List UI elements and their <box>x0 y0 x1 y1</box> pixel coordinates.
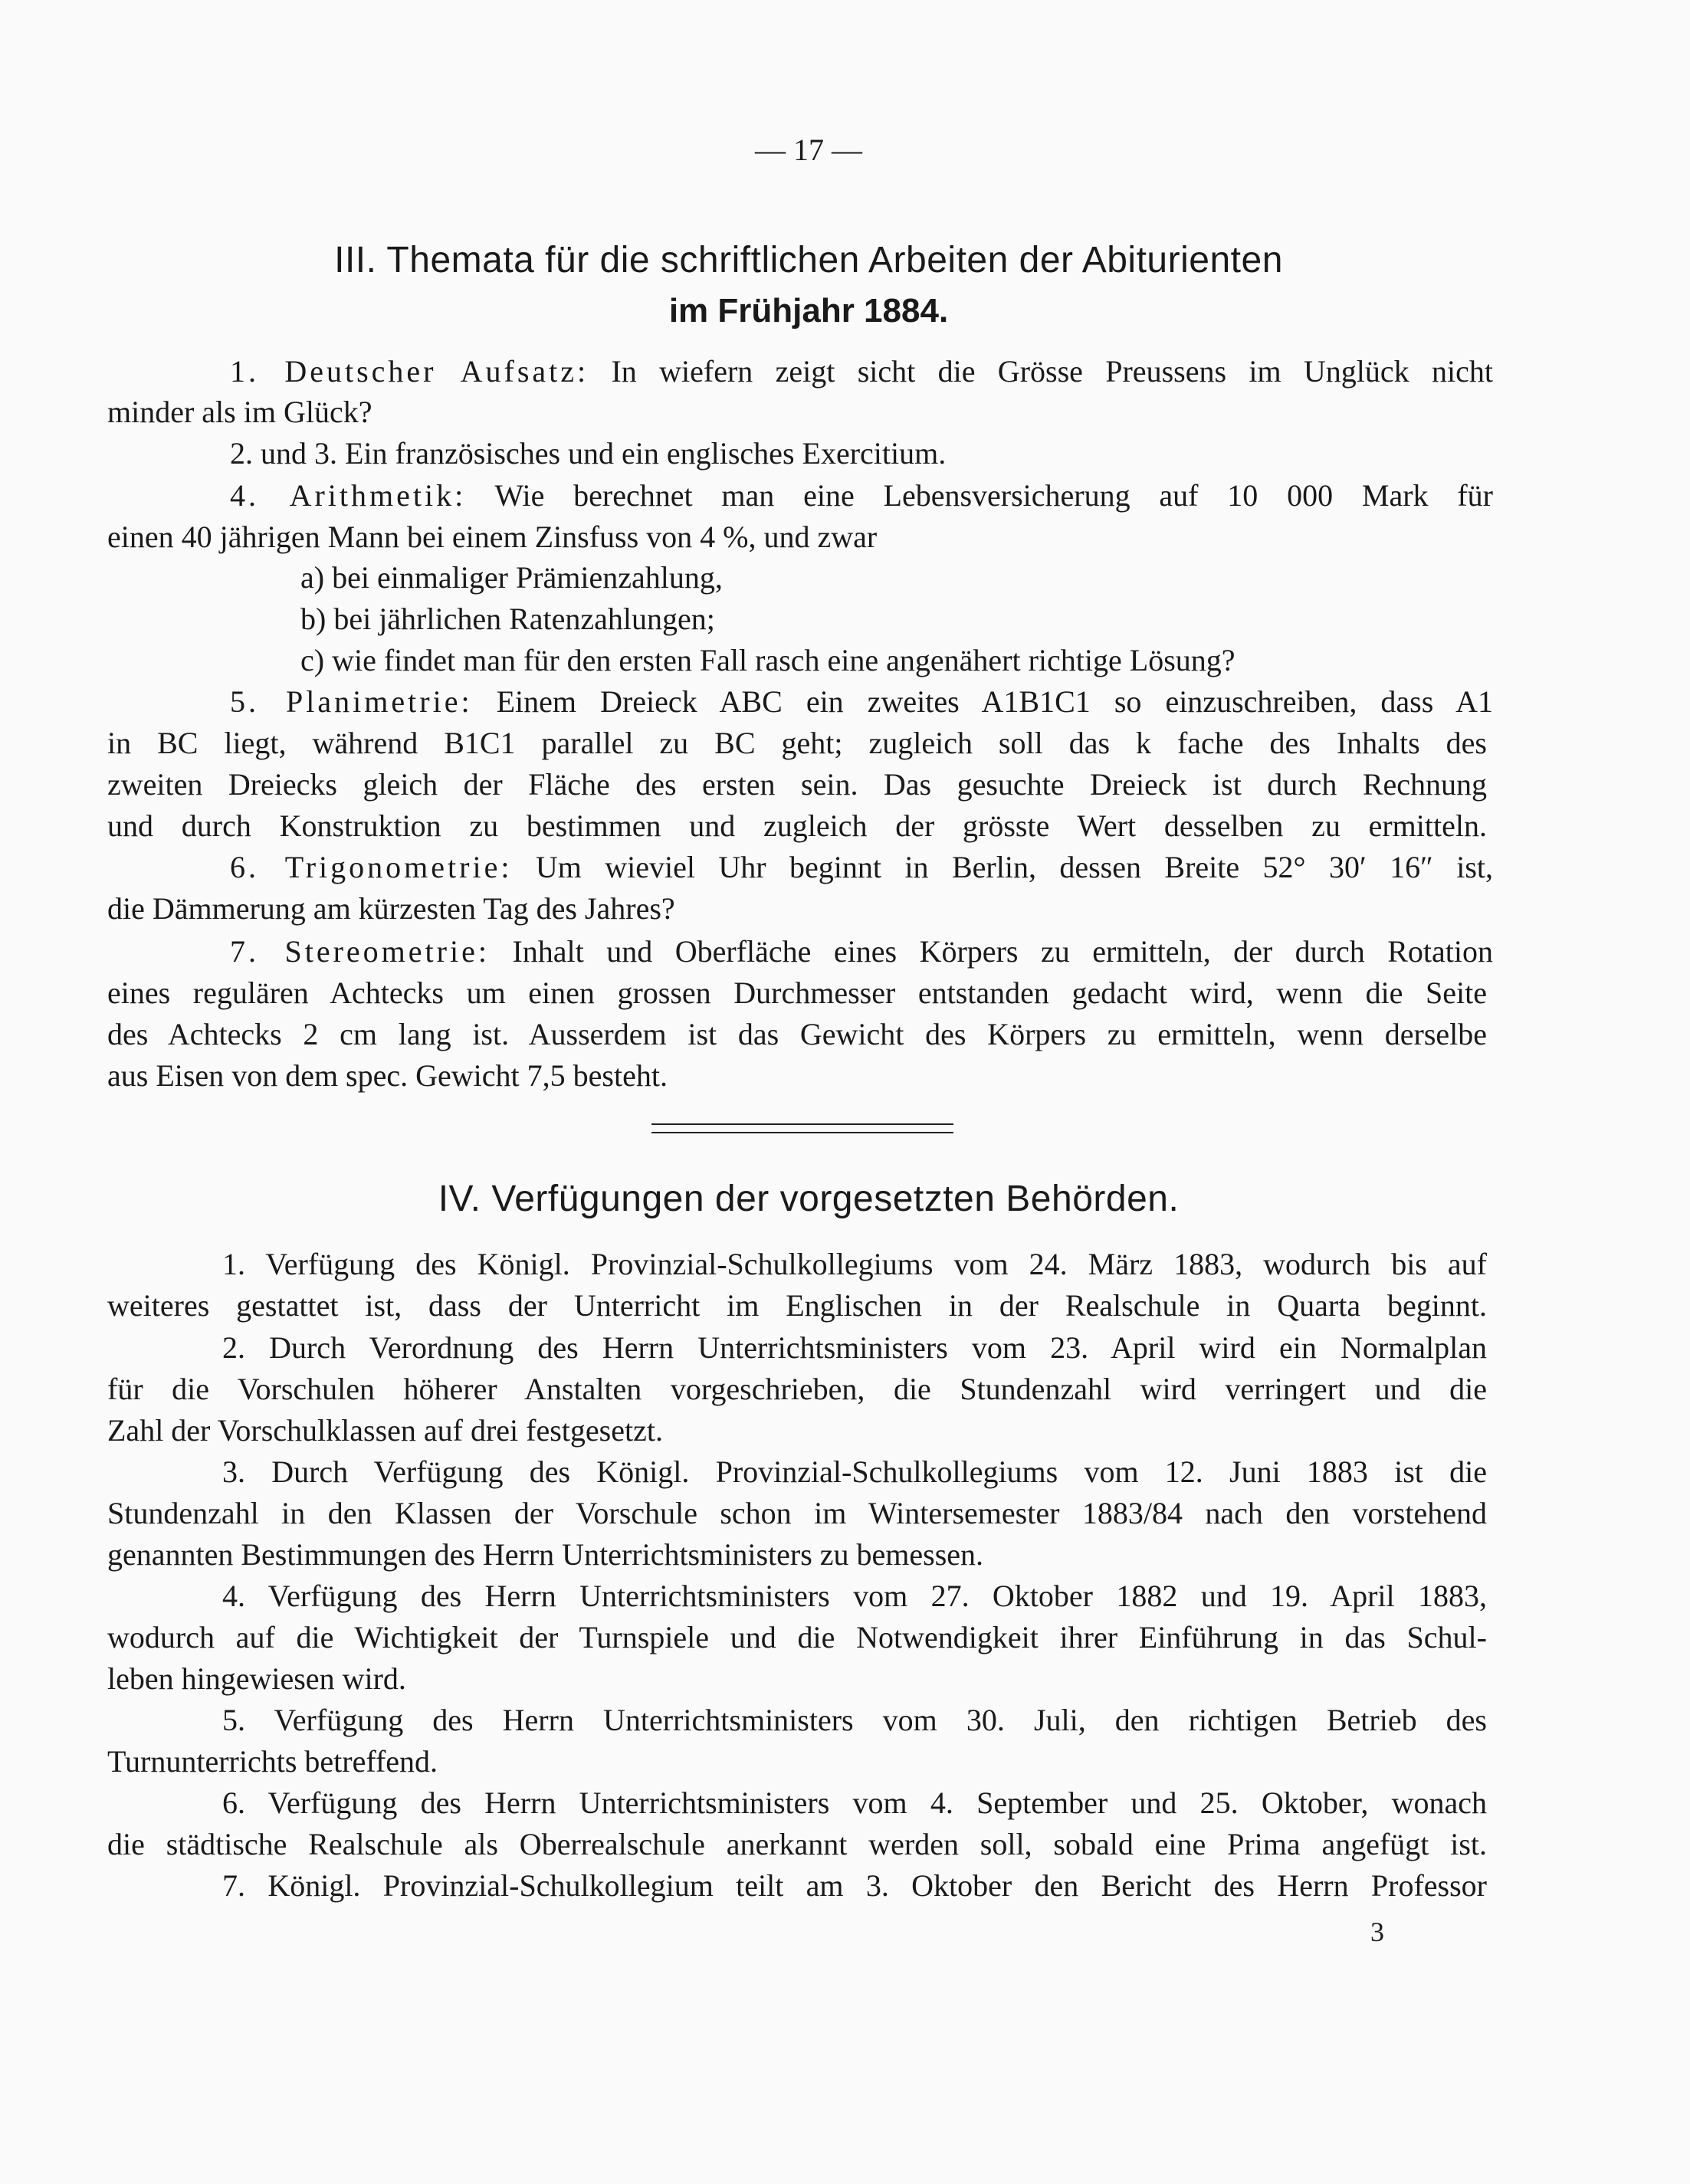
item-6-label: 6. Trigonometrie: <box>230 850 513 884</box>
section-divider <box>651 1123 953 1133</box>
para-3-line-2: Stundenzahl in den Klassen der Vorschule schon im Wintersemester 1883/84 nach den vorstehend <box>107 1496 1487 1530</box>
item-7-label: 7. Stereometrie: <box>230 934 490 969</box>
item-6-line-1 <box>230 852 1493 883</box>
item-1-line-1 <box>230 356 1493 387</box>
item-5-text: Einem Dreieck ABC ein zweites A1B1C1 so einzuschreiben, dass A1 <box>496 684 1493 719</box>
page-number: — 17 — <box>755 133 862 167</box>
item-7-line-4: aus Eisen von dem spec. Gewicht 7,5 besteht. <box>107 1058 668 1093</box>
para-1-line-2: weiteres gestattet ist, dass der Unterricht im Englischen in der Realschule in Quarta beginnt. <box>107 1288 1487 1323</box>
para-6-line-2: die städtische Realschule als Oberrealschule anerkannt werden soll, sobald eine Prima angefügt ist. <box>107 1827 1487 1861</box>
item-5-line-4: und durch Konstruktion zu bestimmen und zugleich der grösste Wert desselben zu ermitteln. <box>107 808 1487 843</box>
para-4-line-2: wodurch auf die Wichtigkeit der Turnspiele und die Notwendigkeit ihrer Einführung in das Schul- <box>107 1620 1487 1654</box>
item-5-line-3: zweiten Dreiecks gleich der Fläche des ersten sein. Das gesuchte Dreieck ist durch Rechnung <box>107 767 1487 802</box>
para-3-line-3: genannten Bestimmungen des Herrn Unterrichtsministers zu bemessen. <box>107 1537 984 1572</box>
item-5-label: 5. Planimetrie: <box>230 684 473 719</box>
para-7-line-1: 7. Königl. Provinzial-Schulkollegium teilt am 3. Oktober den Bericht des Herrn Professor <box>222 1868 1487 1903</box>
item-5-line-1 <box>230 684 1493 719</box>
section-4-title: IV. Verfügungen der vorgesetzten Behörden. <box>438 1179 1180 1219</box>
para-5-line-2: Turnunterrichts betreffend. <box>107 1744 438 1779</box>
section-3-subtitle: im Frühjahr 1884. <box>668 292 949 330</box>
section-3-title: III. Themata für die schriftlichen Arbeiten der Abiturienten <box>334 240 1283 280</box>
item-4-c: c) wie findet man für den ersten Fall rasch eine angenähert richtige Lösung? <box>300 643 1236 677</box>
item-1-line-2: minder als im Glück? <box>107 395 372 429</box>
item-7-text: Inhalt und Oberfläche eines Körpers zu ermitteln, der durch Rotation <box>512 934 1494 969</box>
item-4-text: Wie berechnet man eine Lebensversicherung auf 10 000 Mark für <box>494 478 1494 513</box>
para-2-line-2: für die Vorschulen höherer Anstalten vorgeschrieben, die Stundenzahl wird verringert und die <box>107 1372 1487 1406</box>
item-5-line-2: in BC liegt, während B1C1 parallel zu BC geht; zugleich soll das k fache des Inhalts des <box>107 726 1487 760</box>
para-3-line-1: 3. Durch Verfügung des Königl. Provinzial-Schulkollegiums vom 12. Juni 1883 ist die <box>222 1454 1487 1489</box>
para-5-line-1: 5. Verfügung des Herrn Unterrichtsministers vom 30. Juli, den richtigen Betrieb des <box>222 1703 1487 1737</box>
signature-mark: 3 <box>1370 1917 1384 1947</box>
item-6-line-2: die Dämmerung am kürzesten Tag des Jahres? <box>107 891 675 926</box>
para-4-line-1: 4. Verfügung des Herrn Unterrichtsministers vom 27. Oktober 1882 und 19. April 1883, <box>222 1579 1487 1613</box>
item-7-line-3: des Achtecks 2 cm lang ist. Ausserdem ist das Gewicht des Körpers zu ermitteln, wenn derselbe <box>107 1017 1487 1051</box>
item-1-label: 1. Deutscher Aufsatz: <box>230 354 589 389</box>
item-4-a: a) bei einmaliger Prämienzahlung, <box>300 560 723 595</box>
item-2-3: 2. und 3. Ein französisches und ein englisches Exercitium. <box>230 436 947 471</box>
item-6-text: Um wieviel Uhr beginnt in Berlin, dessen Breite 52° 30′ 16″ ist, <box>535 850 1493 884</box>
item-1-text: In wiefern zeigt sicht die Grösse Preussens im Unglück nicht <box>611 354 1493 389</box>
item-4-b: b) bei jährlichen Ratenzahlungen; <box>300 602 715 636</box>
para-1-line-1: 1. Verfügung des Königl. Provinzial-Schulkollegiums vom 24. März 1883, wodurch bis auf <box>222 1247 1487 1281</box>
para-2-line-3: Zahl der Vorschulklassen auf drei festgesetzt. <box>107 1413 663 1448</box>
para-4-line-3: leben hingewiesen wird. <box>107 1661 406 1696</box>
item-7-line-2: eines regulären Achtecks um einen grossen Durchmesser entstanden gedacht wird, wenn die Seite <box>107 976 1487 1010</box>
para-6-line-1: 6. Verfügung des Herrn Unterrichtsministers vom 4. September und 25. Oktober, wonach <box>222 1786 1487 1820</box>
item-4-line-1 <box>230 480 1493 511</box>
item-4-label: 4. Arithmetik: <box>230 478 467 513</box>
item-7-line-1 <box>230 936 1493 967</box>
para-2-line-1: 2. Durch Verordnung des Herrn Unterrichtsministers vom 23. April wird ein Normalplan <box>222 1330 1487 1365</box>
item-4-line-2: einen 40 jährigen Mann bei einem Zinsfuss von 4 %, und zwar <box>107 520 878 554</box>
